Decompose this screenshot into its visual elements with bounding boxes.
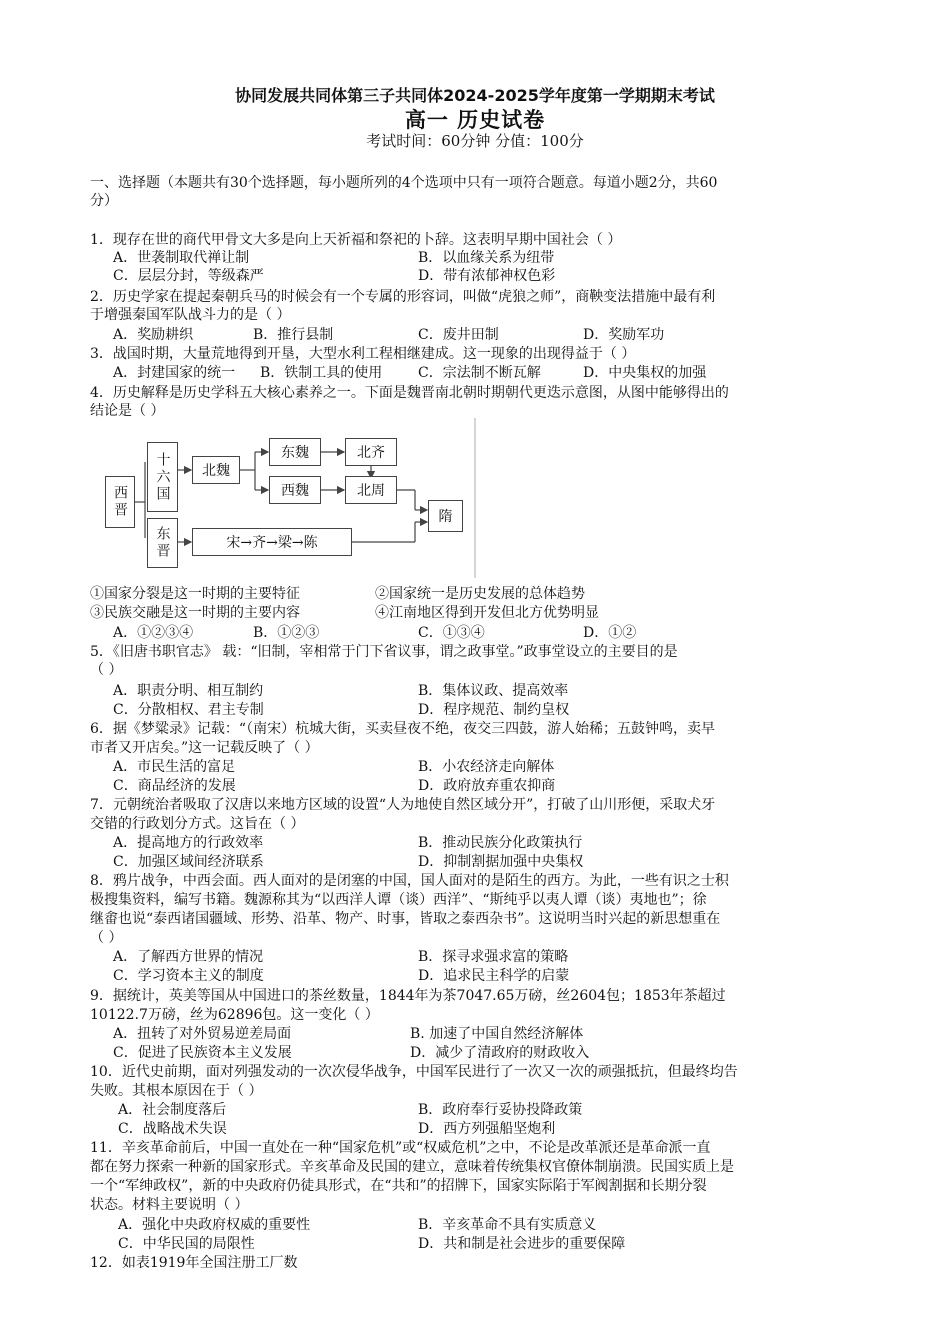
exam-title: 协同发展共同体第三子共同体2024-2025学年度第一学期期末考试 — [235, 86, 715, 105]
q11-option-a[interactable]: A．强化中央政府权威的重要性 — [118, 1217, 311, 1233]
q9-option-c[interactable]: C．促进了民族资本主义发展 — [113, 1045, 292, 1061]
q9-stem-cont: 10122.7万磅，丝为62896包。这一变化（ ） — [90, 1007, 379, 1023]
q10-stem: 10．近代史前期，面对列强发动的一次次侵华战争，中国军民进行了一次又一次的顽强抵抗，但最终均告 — [90, 1064, 738, 1080]
q1-option-b[interactable]: B．以血缘关系为纽带 — [418, 250, 555, 266]
q8-option-d[interactable]: D．追求民主科学的启蒙 — [418, 968, 570, 984]
q12-stem: 12．如表1919年全国注册工厂数 — [90, 1255, 298, 1271]
q4-statement-2: ②国家统一是历史发展的总体趋势 — [375, 586, 585, 602]
node-sui: 隋 — [428, 500, 463, 532]
q7-stem: 7．元朝统治者吸取了汉唐以来地方区域的设置“人为地使自然区域分开”，打破了山川形便，采取犬牙 — [90, 797, 716, 813]
q1-option-d[interactable]: D．带有浓郁神权色彩 — [418, 268, 556, 284]
q4-option-c[interactable]: C．①③④ — [418, 625, 485, 641]
q3-option-d[interactable]: D．中央集权的加强 — [583, 365, 707, 381]
q10-option-b[interactable]: B．政府奉行妥协投降政策 — [418, 1102, 583, 1118]
node-shiliuguo: 十六国 — [147, 442, 178, 512]
q4-stem: 4．历史解释是历史学科五大核心素养之一。下面是魏晋南北朝时期朝代更迭示意图，从图中能够得出的 — [90, 385, 729, 401]
q1-stem: 1．现存在世的商代甲骨文大多是向上天祈福和祭祀的卜辞。这表明早期中国社会（ ） — [90, 232, 622, 248]
exam-time-score: 考试时间：60分钟 分值：100分 — [366, 132, 584, 150]
q5-option-d[interactable]: D．程序规范、制约皇权 — [418, 702, 570, 718]
q4-statement-4: ④江南地区得到开发但北方优势明显 — [375, 605, 599, 621]
q8-option-b[interactable]: B．探寻求强求富的策略 — [418, 949, 569, 965]
q8-stem-cont-3: （ ） — [90, 930, 123, 946]
q6-option-b[interactable]: B．小农经济走向解体 — [418, 759, 555, 775]
q8-stem-cont-1: 极搜集资料，编写书籍。魏源称其为“以西洋人谭（谈）西洋”、“斯纯乎以夷人谭（谈）夷地也”；徐 — [90, 892, 707, 908]
q3-option-b[interactable]: B．铁制工具的使用 — [260, 365, 383, 381]
q10-option-c[interactable]: C．战略战术失误 — [118, 1121, 227, 1137]
node-dongjin: 东晋 — [147, 518, 178, 568]
node-southern-dynasties: 宋→齐→梁→陈 — [192, 528, 352, 556]
q6-option-d[interactable]: D．政府放弃重农抑商 — [418, 778, 556, 794]
q7-stem-cont: 交错的行政划分方式。这旨在（ ） — [90, 816, 305, 832]
q5-stem-cont: （ ） — [90, 662, 123, 678]
q5-option-a[interactable]: A．职责分明、相互制约 — [113, 683, 264, 699]
q4-statement-1: ①国家分裂是这一时期的主要特征 — [90, 586, 300, 602]
q11-option-b[interactable]: B．辛亥革命不具有实质意义 — [418, 1217, 597, 1233]
q10-stem-cont: 失败。其根本原因在于（ ） — [90, 1083, 263, 1099]
q9-option-d[interactable]: D．减少了清政府的财政收入 — [410, 1045, 590, 1061]
q6-stem: 6．据《梦粱录》记载：“（南宋）杭城大街，买卖昼夜不绝，夜交三四鼓，游人始稀；五鼓钟鸣，卖早 — [90, 721, 716, 737]
q2-option-a[interactable]: A．奖励耕织 — [113, 327, 194, 343]
q9-stem: 9．据统计，英美等国从中国进口的茶丝数量，1844年为茶7047.65万磅，丝2604包；1853年茶超过 — [90, 988, 726, 1004]
q9-option-a[interactable]: A．扭转了对外贸易逆差局面 — [113, 1026, 292, 1042]
q3-option-c[interactable]: C．宗法制不断瓦解 — [418, 365, 541, 381]
q5-option-c[interactable]: C．分散相权、君主专制 — [113, 702, 264, 718]
node-beizhou: 北周 — [345, 476, 397, 504]
q2-option-c[interactable]: C．废井田制 — [418, 327, 499, 343]
q4-stem-cont: 结论是（ ） — [90, 403, 165, 419]
q11-stem-cont-3: 状态。材料主要说明（ ） — [90, 1197, 249, 1213]
q8-option-c[interactable]: C．学习资本主义的制度 — [113, 968, 264, 984]
q6-option-c[interactable]: C．商品经济的发展 — [113, 778, 236, 794]
q3-option-a[interactable]: A．封建国家的统一 — [113, 365, 236, 381]
q1-option-a[interactable]: A．世袭制取代禅让制 — [113, 250, 250, 266]
q2-stem-cont: 于增强秦国军队战斗力的是（ ） — [90, 307, 291, 323]
q10-option-d[interactable]: D．西方列强船坚炮利 — [418, 1121, 556, 1137]
q8-stem-cont-2: 继畬也说“泰西诸国疆域、形势、沿革、物产、时事，皆取之泰西杂书”。这说明当时兴起的新思想重在 — [90, 911, 721, 927]
q4-option-a[interactable]: A．①②③④ — [113, 625, 194, 641]
q7-option-d[interactable]: D．抑制割据加强中央集权 — [418, 854, 584, 870]
q3-stem: 3．战国时期，大量荒地得到开垦，大型水利工程相继建成。这一现象的出现得益于（ ） — [90, 346, 636, 362]
q4-statement-3: ③民族交融是这一时期的主要内容 — [90, 605, 300, 621]
q7-option-a[interactable]: A．提高地方的行政效率 — [113, 835, 264, 851]
q2-option-b[interactable]: B．推行县制 — [253, 327, 334, 343]
q11-stem-cont-2: 一个“军绅政权”，新的中央政府仍徒具形式，在“共和”的招牌下，国家实际陷于军阀割据和长期分裂 — [90, 1178, 707, 1194]
q6-option-a[interactable]: A．市民生活的富足 — [113, 759, 236, 775]
node-xiwei: 西魏 — [269, 476, 321, 504]
q5-stem: 5．《旧唐书职官志》 载：“旧制，宰相常于门下省议事，谓之政事堂。”政事堂设立的主要目的是 — [90, 644, 678, 660]
q11-option-c[interactable]: C．中华民国的局限性 — [118, 1236, 255, 1252]
q11-option-d[interactable]: D．共和制是社会进步的重要保障 — [418, 1236, 626, 1252]
node-xijin: 西晋 — [105, 476, 135, 528]
q7-option-b[interactable]: B．推动民族分化政策执行 — [418, 835, 583, 851]
section-intro-cont: 分） — [90, 193, 118, 209]
q10-option-a[interactable]: A．社会制度落后 — [118, 1102, 227, 1118]
q11-stem: 11．辛亥革命前后，中国一直处在一种“国家危机”或“权威危机”之中，不论是改革派还是革命派一直 — [90, 1140, 711, 1156]
q8-option-a[interactable]: A．了解西方世界的情况 — [113, 949, 264, 965]
node-dongwei: 东魏 — [269, 438, 321, 466]
q9-option-b[interactable]: B. 加速了中国自然经济解体 — [410, 1026, 584, 1042]
q4-option-d[interactable]: D．①② — [583, 625, 637, 641]
dynasty-diagram — [95, 418, 480, 578]
q5-option-b[interactable]: B．集体议政、提高效率 — [418, 683, 569, 699]
q2-option-d[interactable]: D．奖励军功 — [583, 327, 665, 343]
q2-stem: 2．历史学家在提起秦朝兵马的时候会有一个专属的形容词，叫做“虎狼之师”，商鞅变法措施中最有利 — [90, 289, 716, 305]
node-beiqi: 北齐 — [345, 438, 397, 466]
q11-stem-cont-1: 都在努力探索一种新的国家形式。辛亥革命及民国的建立，意味着传统集权官僚体制崩溃。民国实质上是 — [90, 1159, 734, 1175]
q6-stem-cont: 市者又开店矣。”这一记载反映了（ ） — [90, 740, 319, 756]
q4-option-b[interactable]: B．①②③ — [253, 625, 320, 641]
node-beiwei: 北魏 — [192, 456, 240, 484]
q1-option-c[interactable]: C．层层分封，等级森严 — [113, 268, 264, 284]
q7-option-c[interactable]: C．加强区域间经济联系 — [113, 854, 264, 870]
section-intro: 一、选择题（本题共有30个选择题，每小题所列的4个选项中只有一项符合题意。每道小题2分，共60 — [90, 175, 718, 191]
paper-title: 高一 历史试卷 — [404, 107, 546, 132]
q8-stem: 8．鸦片战争，中西会面。西人面对的是闭塞的中国，国人面对的是陌生的西方。为此，一些有识之士积 — [90, 873, 729, 889]
